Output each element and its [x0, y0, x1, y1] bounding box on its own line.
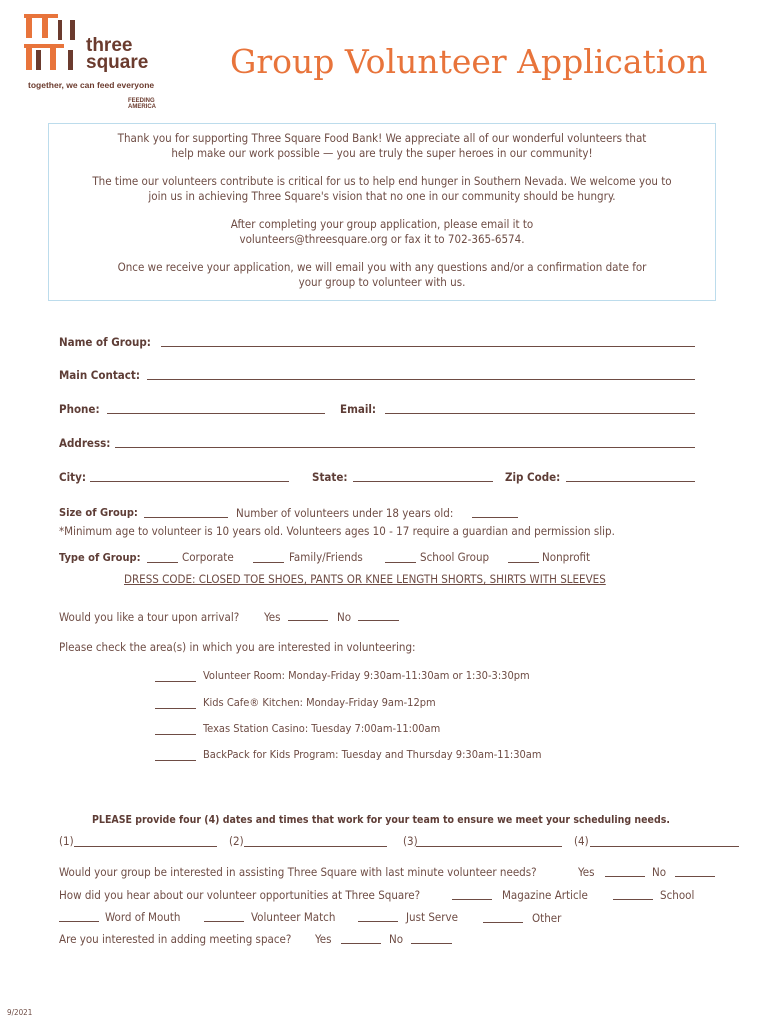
phone-label: Phone: — [59, 402, 100, 416]
address-input[interactable] — [115, 433, 695, 448]
type-label: Type of Group: — [59, 551, 141, 564]
tour-no-input[interactable] — [358, 606, 399, 621]
last-minute-no-label: No — [652, 865, 667, 879]
area-option: Texas Station Casino: Tuesday 7:00am-11:00am — [203, 722, 441, 735]
type-nonprofit: Nonprofit — [542, 550, 591, 564]
zip-input[interactable] — [566, 467, 695, 482]
logo-tagline: together, we can feed everyone — [28, 80, 155, 90]
page-title: Group Volunteer Application — [230, 42, 708, 81]
type-school-input[interactable] — [385, 548, 416, 563]
hear-other-input[interactable] — [483, 908, 523, 923]
main-contact-input[interactable] — [147, 365, 695, 380]
type-family: Family/Friends — [289, 550, 363, 564]
date-3-input[interactable] — [416, 832, 562, 847]
hear-justserve-input[interactable] — [358, 907, 398, 922]
under18-input[interactable] — [472, 503, 518, 518]
type-corporate: Corporate — [182, 550, 234, 564]
date-2-label: (2) — [229, 834, 244, 848]
area-input[interactable] — [155, 694, 196, 709]
meeting-yes-label: Yes — [315, 932, 332, 946]
hear-question: How did you hear about our volunteer opportunities at Three Square? — [59, 888, 421, 902]
meeting-question: Are you interested in adding meeting space? — [59, 932, 292, 946]
revision-date: 9/2021 — [7, 1008, 33, 1017]
meeting-no-input[interactable] — [411, 929, 452, 944]
hear-vmatch-input[interactable] — [204, 907, 244, 922]
dress-code: DRESS CODE: CLOSED TOE SHOES, PANTS OR KNEE LENGTH SHORTS, SHIRTS WITH SLEEVES — [124, 572, 606, 586]
tour-yes-input[interactable] — [288, 606, 328, 621]
size-input[interactable] — [144, 503, 228, 518]
meeting-no-label: No — [389, 932, 404, 946]
area-input[interactable] — [155, 667, 196, 682]
date-4-input[interactable] — [590, 832, 739, 847]
hear-word-input[interactable] — [59, 907, 99, 922]
type-school: School Group — [420, 550, 490, 564]
area-input[interactable] — [155, 720, 196, 735]
last-minute-yes-input[interactable] — [605, 862, 645, 877]
date-2-input[interactable] — [244, 832, 387, 847]
date-1-input[interactable] — [74, 832, 217, 847]
hear-magazine-input[interactable] — [452, 885, 492, 900]
hear-school-input[interactable] — [613, 885, 653, 900]
tour-no-label: No — [337, 610, 352, 624]
intro-box — [48, 123, 716, 301]
date-3-label: (3) — [403, 834, 418, 848]
intro-paragraph: The time our volunteers contribute is critical for us to help end hunger in Southern Nevada. We welcome you to join us in achieving Three Square's vision that no one in our community should be hungry. — [92, 174, 672, 203]
people-utensils-icon — [24, 12, 84, 74]
area-option: Volunteer Room: Monday-Friday 9:30am-11:30am or 1:30-3:30pm — [203, 669, 530, 682]
three-square-logo — [24, 12, 174, 117]
under18-label: Number of volunteers under 18 years old: — [236, 506, 454, 520]
hear-word: Word of Mouth — [105, 910, 181, 924]
last-minute-question: Would your group be interested in assisting Three Square with last minute volunteer needs? — [59, 865, 537, 879]
areas-question: Please check the area(s) in which you are interested in volunteering: — [59, 640, 416, 654]
type-corporate-input[interactable] — [147, 548, 178, 563]
type-nonprofit-input[interactable] — [508, 548, 539, 563]
intro-paragraph: After completing your group application, please email it to volunteers@threesquare.org or fax it to 702-365-6574. — [230, 217, 534, 246]
last-minute-yes-label: Yes — [578, 865, 595, 879]
main-contact-label: Main Contact: — [59, 368, 140, 382]
hear-other: Other — [532, 911, 562, 925]
feeding-america-logo: FEEDING AMERICA — [128, 98, 156, 110]
logo-name-1: three — [86, 35, 133, 56]
hear-justserve: Just Serve — [406, 910, 459, 924]
last-minute-no-input[interactable] — [675, 862, 715, 877]
state-label: State: — [312, 470, 348, 484]
hear-magazine: Magazine Article — [502, 888, 588, 902]
type-family-input[interactable] — [253, 548, 284, 563]
date-4-label: (4) — [574, 834, 589, 848]
area-input[interactable] — [155, 746, 196, 761]
city-label: City: — [59, 470, 86, 484]
logo-name-2: square — [86, 52, 149, 73]
hear-vmatch: Volunteer Match — [251, 910, 336, 924]
meeting-yes-input[interactable] — [341, 929, 381, 944]
date-1-label: (1) — [59, 834, 74, 848]
group-name-input[interactable] — [161, 332, 695, 347]
area-option: BackPack for Kids Program: Tuesday and Thursday 9:30am-11:30am — [203, 748, 542, 761]
area-option: Kids Cafe® Kitchen: Monday-Friday 9am-12pm — [203, 696, 436, 709]
tour-yes-label: Yes — [264, 610, 281, 624]
dates-prompt: PLEASE provide four (4) dates and times that work for your team to ensure we meet your scheduling needs. — [92, 814, 670, 826]
size-label: Size of Group: — [59, 506, 138, 519]
age-note: *Minimum age to volunteer is 10 years old. Volunteers ages 10 - 17 require a guardian and permission slip. — [59, 524, 615, 538]
tour-question: Would you like a tour upon arrival? — [59, 610, 240, 624]
intro-paragraph: Once we receive your application, we will email you with any questions and/or a confirmation date for your group to volunteer with us. — [117, 260, 647, 289]
phone-input[interactable] — [107, 399, 325, 414]
state-input[interactable] — [353, 467, 493, 482]
address-label: Address: — [59, 436, 111, 450]
email-label: Email: — [340, 402, 377, 416]
intro-paragraph: Thank you for supporting Three Square Food Bank! We appreciate all of our wonderful volunteers that help make our work possible — you are truly the super heroes in our community! — [117, 131, 647, 160]
zip-label: Zip Code: — [505, 470, 561, 484]
hear-school: School — [660, 888, 695, 902]
group-name-label: Name of Group: — [59, 335, 151, 349]
email-input[interactable] — [385, 399, 695, 414]
city-input[interactable] — [90, 467, 289, 482]
